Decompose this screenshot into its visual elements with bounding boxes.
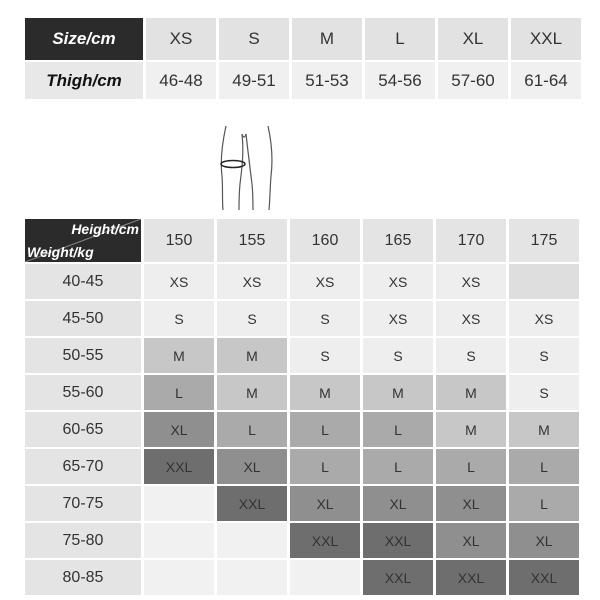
size-m: M (292, 18, 362, 60)
height-header: 170 (436, 219, 506, 262)
thigh-range: 54-56 (365, 62, 435, 99)
size-cell (509, 264, 579, 299)
size-cell (217, 560, 287, 595)
weight-row-label: 75-80 (25, 523, 141, 558)
size-xs: XS (146, 18, 216, 60)
size-cell: M (290, 375, 360, 410)
height-weight-size-chart (25, 219, 579, 595)
size-cell (144, 486, 214, 521)
size-cell: XS (436, 301, 506, 336)
size-cell: XL (290, 486, 360, 521)
size-cell: XL (217, 449, 287, 484)
size-cell: XXL (217, 486, 287, 521)
size-cell: M (217, 375, 287, 410)
size-cell: S (290, 301, 360, 336)
weight-row-label: 40-45 (25, 264, 141, 299)
size-cell: M (436, 412, 506, 447)
thigh-size-table (25, 18, 581, 99)
size-cell: XL (436, 523, 506, 558)
size-cell: XL (144, 412, 214, 447)
size-cell: XS (217, 264, 287, 299)
size-xxl: XXL (511, 18, 581, 60)
size-cell: S (436, 338, 506, 373)
size-label: Size/cm (25, 18, 143, 60)
size-cell (144, 523, 214, 558)
size-cell: XS (144, 264, 214, 299)
size-cell: XS (363, 264, 433, 299)
weight-row-label: 45-50 (25, 301, 141, 336)
size-cell: XXL (290, 523, 360, 558)
size-cell: S (217, 301, 287, 336)
thigh-measurement-illustration (212, 124, 282, 212)
size-cell: L (509, 486, 579, 521)
weight-row-label: 60-65 (25, 412, 141, 447)
height-header: 160 (290, 219, 360, 262)
size-cell: XXL (436, 560, 506, 595)
thigh-label: Thigh/cm (25, 62, 143, 99)
weight-row-label: 80-85 (25, 560, 141, 595)
thigh-range: 57-60 (438, 62, 508, 99)
weight-row-label: 50-55 (25, 338, 141, 373)
size-cell: L (290, 449, 360, 484)
size-cell: M (436, 375, 506, 410)
size-cell (144, 560, 214, 595)
height-header: 150 (144, 219, 214, 262)
height-header: 175 (509, 219, 579, 262)
size-cell: XXL (363, 523, 433, 558)
size-cell: XL (436, 486, 506, 521)
weight-row-label: 70-75 (25, 486, 141, 521)
size-cell: XS (509, 301, 579, 336)
size-cell: XS (363, 301, 433, 336)
size-l: L (365, 18, 435, 60)
size-cell: S (144, 301, 214, 336)
size-cell: M (509, 412, 579, 447)
size-cell: S (363, 338, 433, 373)
size-cell: XS (436, 264, 506, 299)
thigh-range: 46-48 (146, 62, 216, 99)
size-cell: XS (290, 264, 360, 299)
weight-row-label: 55-60 (25, 375, 141, 410)
size-cell: XXL (144, 449, 214, 484)
size-cell: M (144, 338, 214, 373)
size-xl: XL (438, 18, 508, 60)
size-cell: M (217, 338, 287, 373)
height-header: 155 (217, 219, 287, 262)
size-cell: L (363, 412, 433, 447)
corner-header (25, 219, 141, 262)
size-cell: L (436, 449, 506, 484)
weight-axis-label: Weight/kg (27, 244, 94, 260)
height-axis-label: Height/cm (71, 221, 139, 237)
weight-row-label: 65-70 (25, 449, 141, 484)
size-cell: XXL (509, 560, 579, 595)
size-cell: M (363, 375, 433, 410)
thigh-range: 61-64 (511, 62, 581, 99)
size-s: S (219, 18, 289, 60)
size-cell (217, 523, 287, 558)
thigh-range: 49-51 (219, 62, 289, 99)
size-cell: XL (509, 523, 579, 558)
size-cell: L (217, 412, 287, 447)
size-cell: XL (363, 486, 433, 521)
size-cell (290, 560, 360, 595)
size-cell: S (509, 338, 579, 373)
size-cell: L (363, 449, 433, 484)
size-cell: S (509, 375, 579, 410)
size-cell: S (290, 338, 360, 373)
size-cell: L (509, 449, 579, 484)
size-cell: L (144, 375, 214, 410)
height-header: 165 (363, 219, 433, 262)
size-cell: L (290, 412, 360, 447)
size-cell: XXL (363, 560, 433, 595)
thigh-range: 51-53 (292, 62, 362, 99)
